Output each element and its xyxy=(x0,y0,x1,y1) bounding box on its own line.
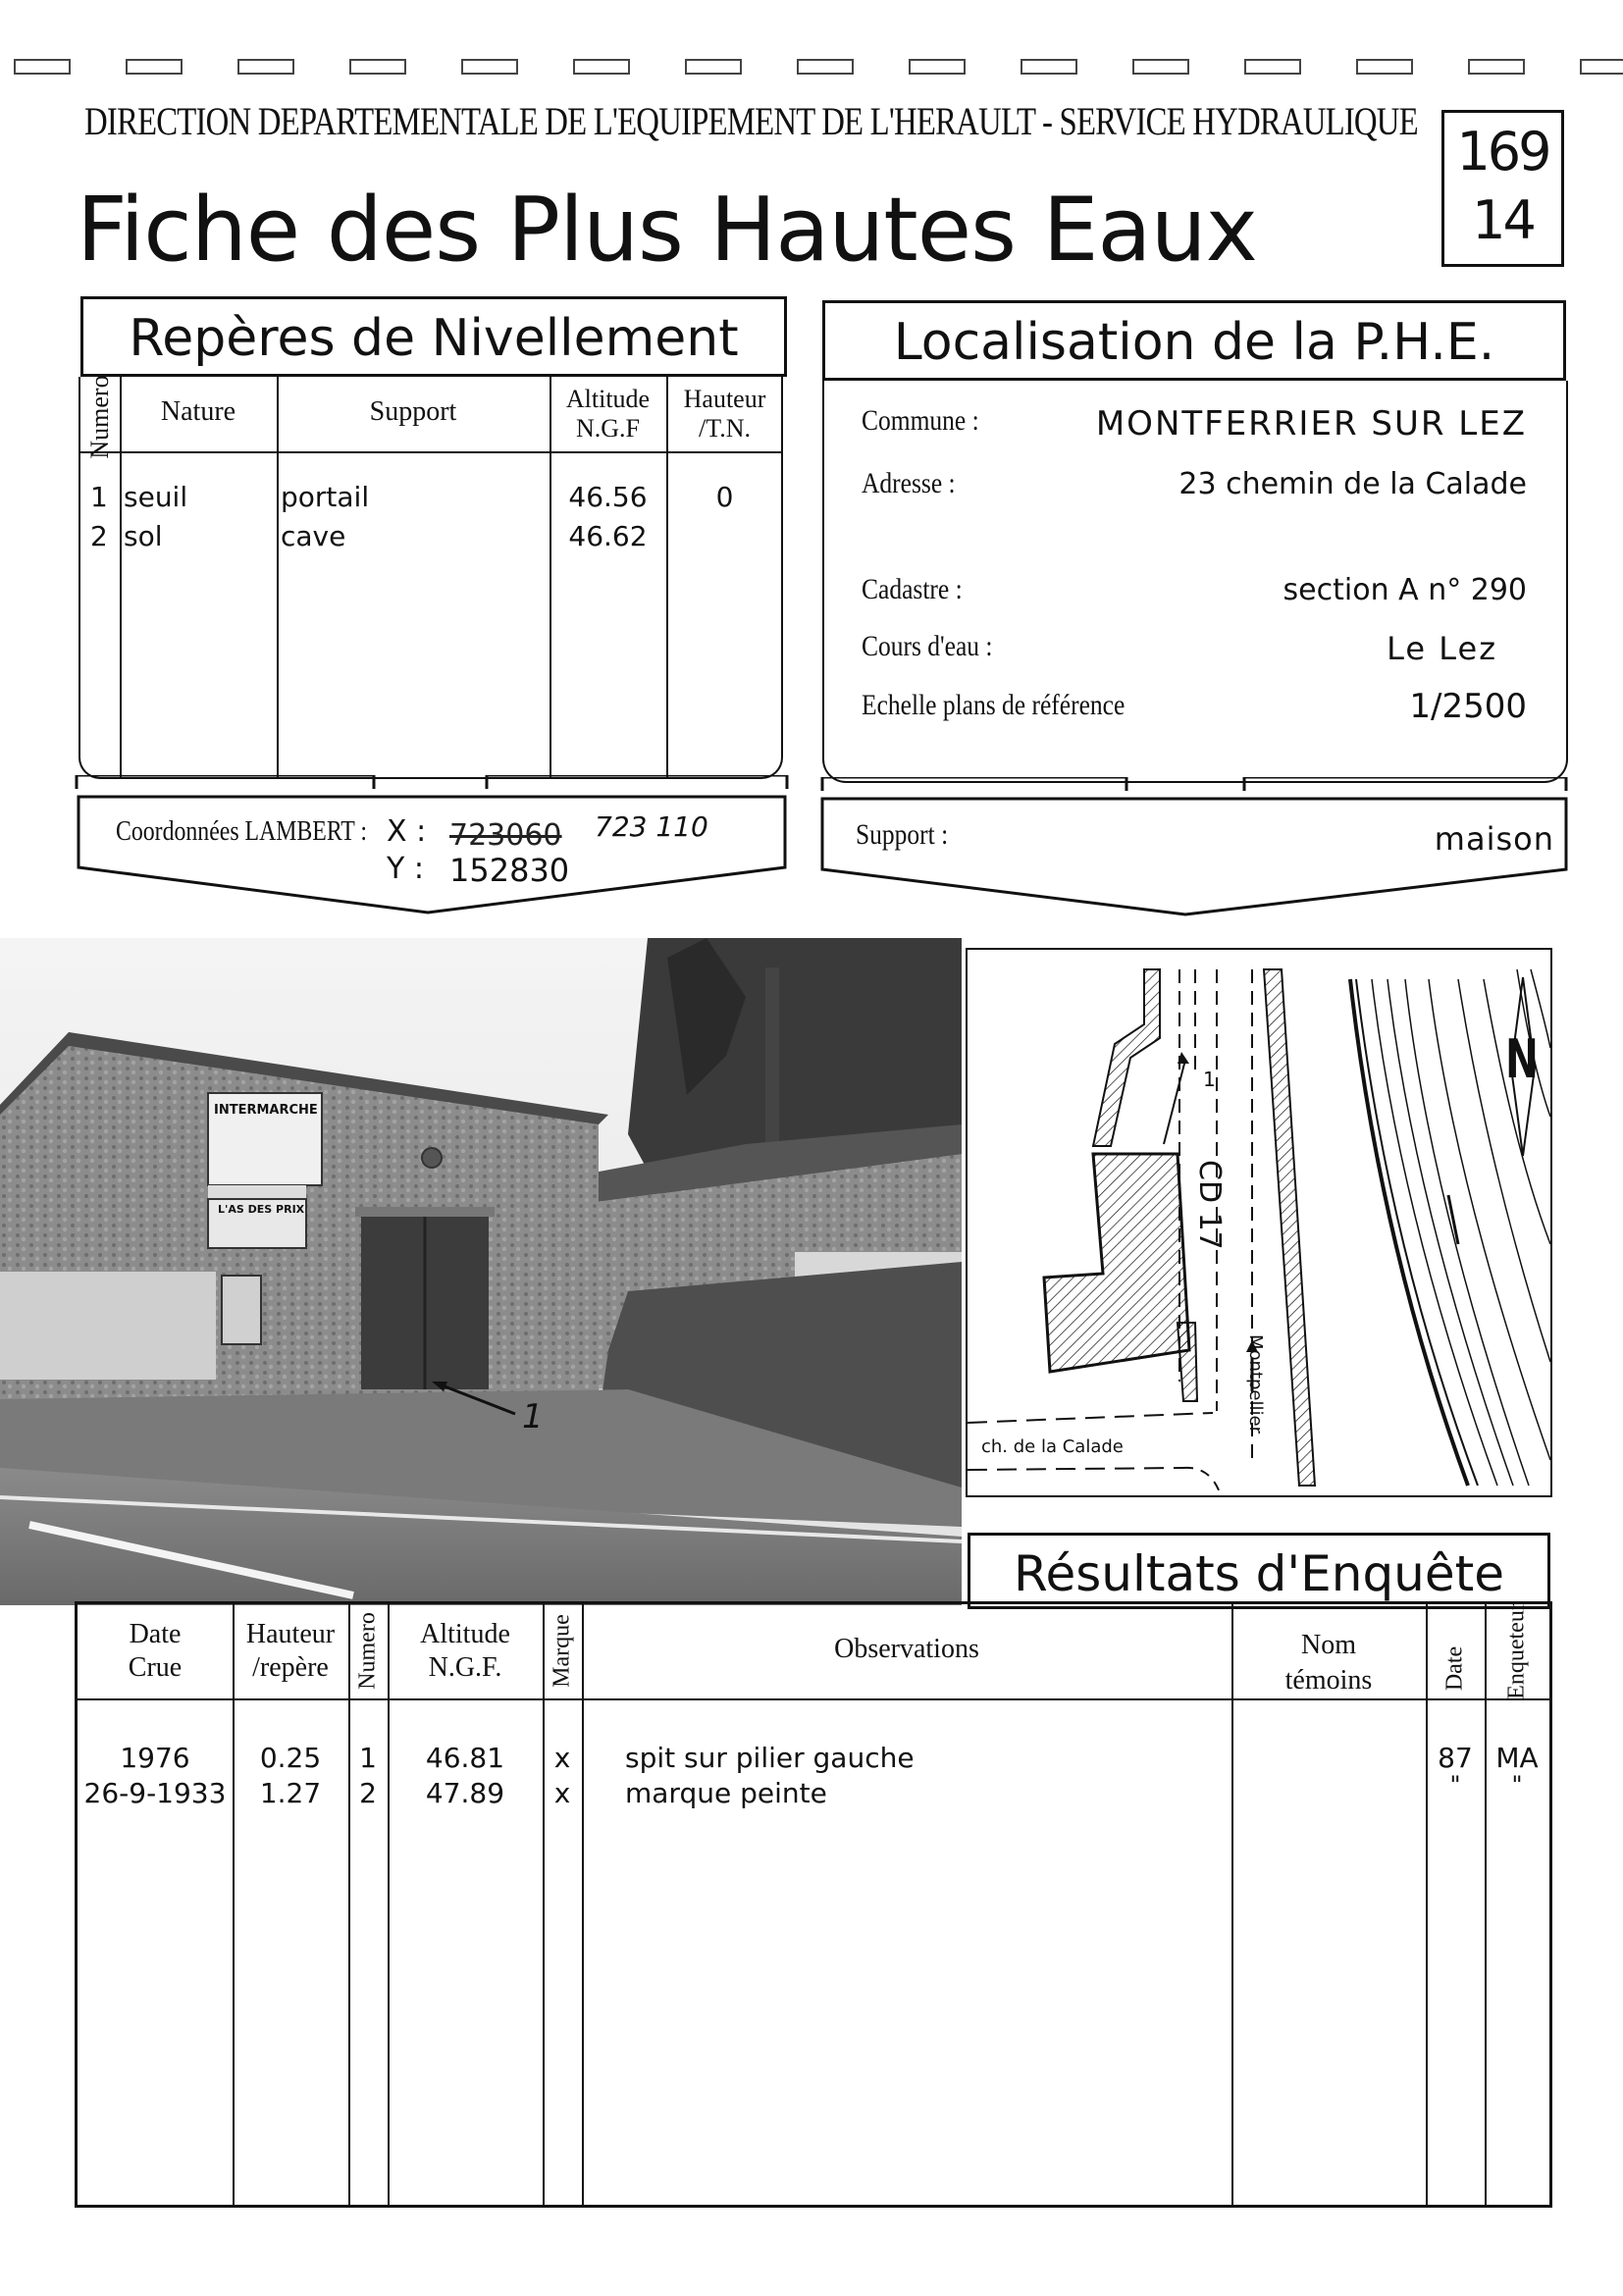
resultats-col-nom-temoins xyxy=(1231,1628,1426,1698)
resultats-row1-enqueteur: MA xyxy=(1495,1742,1539,1774)
lambert-panel xyxy=(75,775,791,922)
reperes-col-hauteur-line2: /T.N. xyxy=(699,414,751,443)
reference-number-top: 169 xyxy=(1456,121,1549,183)
photo-sign-as-des-prix: L'AS DES PRIX xyxy=(218,1203,305,1216)
resultats-col-hauteur xyxy=(233,1618,348,1685)
resultats-row1-date-crue: 1976 xyxy=(120,1742,190,1774)
resultats-row1-date: 87 xyxy=(1438,1742,1473,1774)
reperes-row1-numero: 1 xyxy=(90,481,108,513)
reperes-row2-nature: sol xyxy=(124,520,163,552)
support-label: Support : xyxy=(856,818,949,851)
reperes-col-altitude xyxy=(550,385,666,444)
reperes-row1-support: portail xyxy=(281,481,370,513)
resultats-row2-date: " xyxy=(1449,1771,1461,1799)
resultats-row1-marque: x xyxy=(553,1742,571,1774)
echelle-label: Echelle plans de référence xyxy=(862,689,1126,721)
adresse-value: 23 chemin de la Calade xyxy=(1178,467,1527,501)
reperes-col-hauteur-line1: Hauteur xyxy=(683,385,766,413)
resultats-col-observations: Observations xyxy=(834,1634,979,1664)
department-heading: DIRECTION DEPARTEMENTALE DE L'EQUIPEMENT DE L'HERAULT - SERVICE HYDRAULIQUE xyxy=(84,99,1418,143)
reperes-col-nature: Nature xyxy=(160,396,236,427)
resultats-col-enqueteur: Enqueteur xyxy=(1503,1602,1530,1699)
lambert-label: Coordonnées LAMBERT : xyxy=(116,816,367,847)
resultats-table xyxy=(75,1601,1552,2208)
resultats-title-box xyxy=(968,1533,1550,1609)
resultats-row2-date-crue: 26-9-1933 xyxy=(83,1777,227,1809)
resultats-col-date-crue-line2: Crue xyxy=(128,1652,183,1683)
reperes-col-altitude-line2: N.G.F xyxy=(575,414,640,443)
support-value: maison xyxy=(1434,820,1554,858)
cadastre-label: Cadastre : xyxy=(862,573,963,605)
lambert-x-label: X : xyxy=(387,814,427,849)
resultats-col-altitude-line1: Altitude xyxy=(420,1619,510,1649)
reperes-col-support: Support xyxy=(369,396,457,427)
reperes-col-hauteur xyxy=(666,385,783,444)
reperes-col-numero: Numero xyxy=(85,375,114,459)
reperes-table xyxy=(79,377,783,779)
adresse-label: Adresse : xyxy=(862,467,956,499)
commune-value: MONTFERRIER SUR LEZ xyxy=(1095,404,1527,444)
resultats-col-hauteur-line2: /repère xyxy=(252,1652,329,1683)
localisation-title: Localisation de la P.H.E. xyxy=(893,313,1495,372)
resultats-col-altitude-line2: N.G.F. xyxy=(428,1652,502,1683)
resultats-col-nom-line1: Nom xyxy=(1301,1630,1356,1660)
plan-road-label: CD 17 xyxy=(1192,1160,1227,1250)
reperes-col-altitude-line1: Altitude xyxy=(565,385,651,413)
resultats-col-date: Date xyxy=(1441,1645,1468,1692)
plan-street-label: ch. de la Calade xyxy=(981,1436,1124,1457)
resultats-col-altitude xyxy=(388,1618,543,1685)
reperes-row1-altitude: 46.56 xyxy=(568,481,648,513)
lambert-y-label: Y : xyxy=(387,852,424,886)
resultats-col-hauteur-line1: Hauteur xyxy=(245,1619,336,1649)
commune-label: Commune : xyxy=(862,404,979,437)
resultats-row1-hauteur: 0.25 xyxy=(259,1742,322,1774)
photo-marker-number: 1 xyxy=(522,1397,544,1436)
resultats-row2-marque: x xyxy=(553,1777,571,1809)
reperes-title-box xyxy=(80,296,787,377)
plan-north-label: N xyxy=(1505,1028,1538,1090)
echelle-value: 1/2500 xyxy=(1409,687,1527,726)
lambert-x-struck: 723060 xyxy=(449,818,562,853)
reperes-row2-altitude: 46.62 xyxy=(568,520,648,552)
building-photo xyxy=(0,938,962,1605)
resultats-col-numero: Numero xyxy=(354,1612,381,1690)
resultats-row1-numero: 1 xyxy=(359,1742,377,1774)
reperes-row1-nature: seuil xyxy=(124,481,188,513)
lambert-x-corrected: 723 110 xyxy=(595,810,708,843)
reference-box xyxy=(1441,110,1564,267)
page-title: Fiche des Plus Hautes Eaux xyxy=(77,179,1257,282)
resultats-title: Résultats d'Enquête xyxy=(1014,1545,1504,1602)
plan-direction-label: Montpellier xyxy=(1245,1334,1266,1434)
resultats-row1-altitude: 46.81 xyxy=(425,1742,505,1774)
photo-sign-intermarche: INTERMARCHE xyxy=(214,1103,318,1118)
cadastre-value: section A n° 290 xyxy=(1283,573,1527,607)
localisation-title-box xyxy=(822,300,1566,381)
resultats-row2-numero: 2 xyxy=(359,1777,377,1809)
resultats-col-date-crue xyxy=(78,1618,233,1685)
reperes-row1-hauteur: 0 xyxy=(715,481,734,513)
localisation-panel xyxy=(822,381,1568,783)
reperes-row2-support: cave xyxy=(281,520,346,552)
cours-eau-label: Cours d'eau : xyxy=(862,630,993,662)
resultats-row1-observations: spit sur pilier gauche xyxy=(625,1742,915,1774)
resultats-col-marque: Marque xyxy=(549,1614,575,1688)
reperes-title: Repères de Nivellement xyxy=(129,309,739,368)
resultats-col-date-crue-line1: Date xyxy=(129,1619,182,1649)
resultats-row2-enqueteur: " xyxy=(1511,1771,1523,1799)
resultats-row2-altitude: 47.89 xyxy=(425,1777,505,1809)
resultats-col-nom-line2: témoins xyxy=(1284,1665,1373,1696)
plan-marker-number: 1 xyxy=(1203,1068,1216,1091)
cours-eau-value: Le Lez xyxy=(1387,630,1497,667)
reperes-row2-numero: 2 xyxy=(90,520,108,552)
site-plan xyxy=(966,948,1552,1497)
resultats-row2-observations: marque peinte xyxy=(625,1777,827,1809)
lambert-y-value: 152830 xyxy=(449,852,570,889)
resultats-row2-hauteur: 1.27 xyxy=(259,1777,322,1809)
reference-number-bottom: 14 xyxy=(1472,189,1534,251)
